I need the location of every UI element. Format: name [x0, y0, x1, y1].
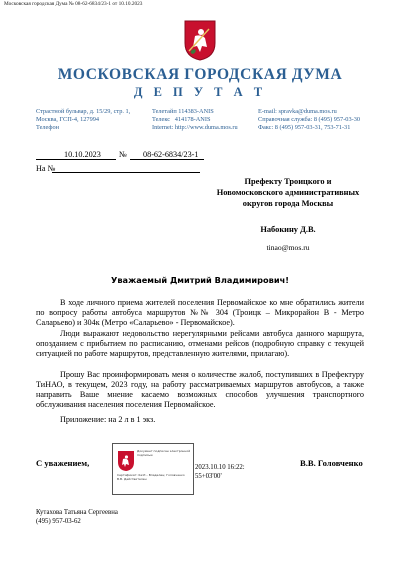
- registration-date: 10.10.2023: [64, 150, 101, 159]
- registration-date-line: [36, 159, 116, 160]
- contact-line: Internet: http://www.duma.mos.ru: [152, 124, 238, 132]
- moscow-coat-of-arms-icon: [183, 19, 217, 61]
- contact-line: Справочная служба: 8 (495) 957-03-30: [258, 116, 360, 124]
- addressee-line: округов города Москвы: [242, 199, 334, 208]
- paragraph-text: Приложение: на 2 л в 1 экз.: [60, 415, 156, 424]
- stamp-coat-of-arms-icon: [117, 450, 135, 472]
- executor-name: Кутахова Татьяна Сергеевна: [36, 509, 118, 516]
- org-subtitle: Д Е П У Т А Т: [133, 85, 267, 99]
- org-title: МОСКОВСКАЯ ГОРОДСКАЯ ДУМА: [57, 66, 343, 83]
- closing-regards: С уважением,: [36, 458, 90, 468]
- addressee-org: [208, 176, 368, 209]
- addressee-name: Набокину Д.В.: [260, 225, 316, 234]
- contact-line: Телетайп 114383-ANIS: [152, 108, 214, 115]
- contact-line: Телекс 414178-ANIS: [152, 116, 211, 124]
- registration-number-line: [130, 159, 204, 160]
- contact-line: Москва, ГСП-4, 127994: [36, 116, 100, 124]
- contacts-telex: [152, 108, 257, 133]
- contact-line: Факс: 8 (495) 957-03-31, 753-71-31: [258, 124, 351, 132]
- timestamp-line: 2023.10.10 16:22:: [195, 464, 245, 471]
- paragraph-text: Прошу Вас проинформировать меня о количестве жалоб, поступивших в Префектуру ТиНАО, в текущем, 2023 году, на работу рассматриваемых маршрутов автобусов, а также направить Ваше мнение касаемо возможных способов улучшения транспортного обслуживания населения поселения Первомайское.: [36, 370, 364, 409]
- stamp-details: Сертификат: 0e1f... Владелец: Головченко В.В. Действителен: [117, 473, 185, 481]
- reference-label: На №: [36, 164, 56, 173]
- paragraph-text: Люди выражают недовольство нерегулярными рейсами автобуса данного маршрута, опозданием с прибытием по расписанию, отменами рейсов (подробную справку с текущей ситуацией по работе маршрутов, представленную жителями, прилагаю).: [36, 329, 364, 358]
- registration-number-sign: №: [119, 150, 127, 159]
- signature-timestamp: [195, 463, 245, 481]
- greeting: Уважаемый Дмитрий Владимирович!: [111, 275, 289, 285]
- stamp-title: Документ подписан электронной подписью: [137, 449, 191, 457]
- contact-line: E-mail: spravka@duma.mos.ru: [258, 108, 337, 115]
- attachment-note: [36, 415, 364, 425]
- addressee-email: tinao@mos.ru: [266, 243, 310, 252]
- document-header-line: Московская городская Дума № 08-62-6834/23-1 от 10.10.2023: [4, 1, 143, 7]
- body-paragraph-2: [36, 329, 364, 359]
- addressee-line: Префекту Троицкого и: [244, 177, 332, 186]
- signer-name: В.В. Головченко: [300, 458, 363, 468]
- body-paragraph-1: [36, 298, 364, 328]
- reference-line: [52, 172, 200, 173]
- contact-line: Страстной бульвар, д. 15/29, стр. 1,: [36, 108, 131, 115]
- executor-info: [36, 509, 118, 526]
- contacts-email: [258, 108, 388, 133]
- registration-number: 08-62-6834/23-1: [143, 150, 199, 159]
- addressee-line: Новомосковского административных: [216, 188, 360, 197]
- executor-phone: (495) 957-03-62: [36, 517, 81, 525]
- contacts-address: [36, 108, 152, 133]
- paragraph-text: В ходе личного приема жителей поселения Первомайское ко мне обратились жители по вопросу работы автобуса маршрутов №№ 304 (Троицк – Микрорайон В - Метро Саларьево) и 304к (Метро «Саларьево» - Первомайское).: [36, 298, 364, 327]
- timestamp-line: 55+03'00': [195, 473, 222, 480]
- body-paragraph-3: [36, 370, 364, 410]
- electronic-signature-stamp: [112, 443, 194, 495]
- contact-line: Телефон: [36, 124, 60, 132]
